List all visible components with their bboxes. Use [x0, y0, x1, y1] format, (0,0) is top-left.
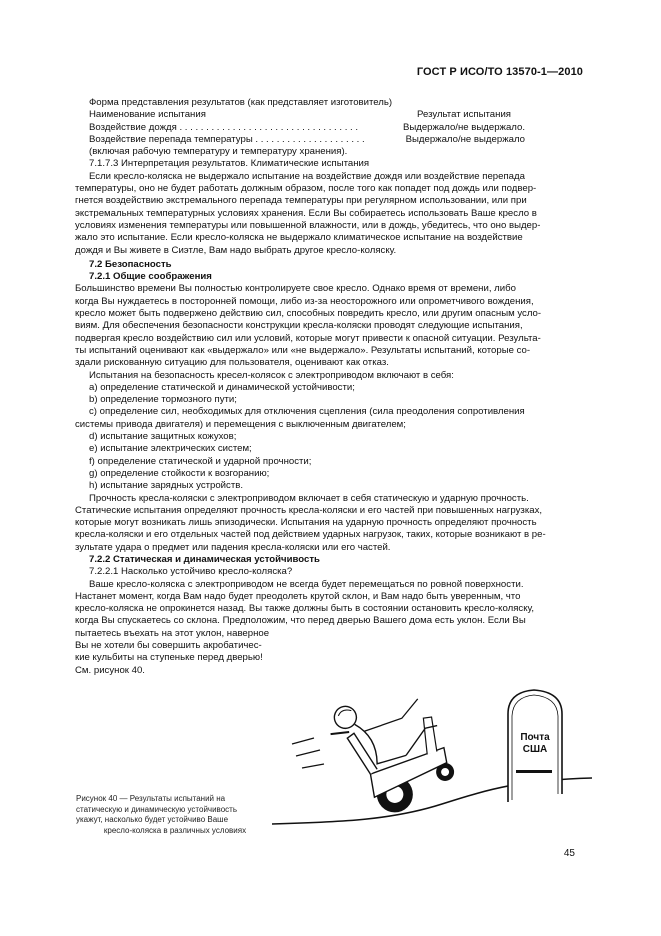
text-line: жало это испытание. Если кресло-коляска не выдержало климатическое испытание на воздействие — [75, 232, 523, 244]
form-row-rain — [75, 122, 525, 134]
text-line: Статические испытания определяют прочность кресла-коляски и его частей при повышенных нагрузках, — [75, 504, 543, 516]
section-722-title: 7.2.2 Статическая и динамическая устойчивость — [89, 553, 320, 565]
text-line: дождя и Вы живете в Сиэтле, Вам надо выбрать другое кресло-коляску. — [75, 244, 397, 256]
list-item: d) испытание защитных кожухов; — [89, 431, 237, 443]
form-row-rain-result: Выдержало/не выдержало. — [402, 121, 525, 133]
list-item: a) определение статической и динамической устойчивости; — [89, 381, 355, 393]
section-7221-title: 7.2.2.1 Насколько устойчиво кресло-коляска? — [89, 566, 293, 578]
text-line: Большинство времени Вы полностью контролируете свое кресло. Однако время от времени, либо — [75, 283, 516, 295]
section-72-title: 7.2 Безопасность — [89, 258, 172, 270]
list-item: g) определение стойкости к возгоранию; — [89, 467, 270, 479]
caption-line: Рисунок 40 — Результаты испытаний на — [76, 794, 226, 803]
wheelchair-figure — [323, 676, 462, 825]
section-7221-paragraph — [75, 579, 583, 628]
form-row-temperature-result: Выдержало/не выдержало — [405, 133, 525, 145]
form-row-temperature — [75, 134, 525, 146]
section-7173-title: 7.1.7.3 Интерпретация результатов. Климатические испытания — [89, 158, 370, 170]
form-title: Форма представления результатов (как представляет изготовитель) — [89, 97, 393, 108]
text-line: См. рисунок 40. — [75, 664, 145, 676]
text-line: Прочность кресла-коляски с электроприводом включает в себя статическую и ударную прочность. — [89, 492, 529, 504]
form-row-temperature-note: (включая рабочую температуру и температуру хранения). — [89, 146, 348, 158]
list-item-continuation: системы привода двигателя) и перемещения с выключенным двигателем; — [75, 418, 406, 430]
form-row-temperature-name: Воздействие перепада температуры — [89, 133, 253, 145]
caption-line: укажут, насколько будет устойчиво Ваше — [76, 815, 229, 825]
person-head — [331, 703, 360, 732]
mailbox-label-line1: Почта — [520, 732, 550, 743]
leader-dots: . . . . . . . . . . . . . . . . . . . . . — [252, 133, 365, 145]
form-column-headers — [75, 109, 511, 121]
text-line: Ваше кресло-коляска с электроприводом не всегда будет перемещаться по ровной поверхности. — [89, 578, 524, 590]
text-line: зультате удара о предмет или падения кресла-коляски или его частей. — [75, 541, 391, 553]
figure-40-illustration — [272, 674, 592, 838]
safety-tests-intro: Испытания на безопасность кресел-колясок с электроприводом включают в себя: — [89, 369, 454, 381]
list-item: e) испытание электрических систем; — [89, 443, 252, 455]
text-line: подвергая кресло воздействию сил или условий, которые могут привести к опасной ситуации. Результа- — [75, 332, 541, 344]
caption-line: статическую и динамическую устойчивость — [76, 804, 237, 814]
mailbox-label-line2: США — [522, 744, 548, 755]
text-line: здали рискованную ситуацию для пользователя, оценивают как отказ. — [75, 357, 389, 369]
form-row-rain-name: Воздействие дождя — [89, 121, 177, 133]
text-line: ты испытаний оценивают как «выдержало» или «не выдержало». Результаты испытаний, которые со- — [75, 344, 531, 356]
section-7221-narrow-text — [75, 628, 275, 677]
text-line: температуры, оно не будет работать должным образом, после того как попадет под дождь или подвер- — [75, 183, 537, 195]
text-line: виям. Для обеспечения безопасности конструкции кресла-коляски проводят следующие испытания, — [75, 320, 523, 332]
section-7173-paragraph — [75, 171, 583, 257]
figure-40-caption — [76, 794, 274, 836]
text-line: пытаетесь въехать на этот уклон, наверное — [75, 627, 270, 639]
text-line: когда Вы спускаетесь со склона. Предположим, что перед дверью Вашего дома есть уклон. Если Вы — [75, 615, 526, 627]
strength-paragraph — [75, 493, 583, 554]
caption-line: кресло-коляска в различных условиях — [103, 825, 247, 835]
list-item: h) испытание зарядных устройств. — [89, 480, 243, 492]
text-line: Вы не хотели бы совершить акробатичес- — [75, 640, 262, 652]
list-item: b) определение тормозного пути; — [89, 394, 237, 406]
list-item: f) определение статической и ударной прочности; — [89, 455, 312, 467]
list-item: c) определение сил, необходимых для отключения сцепления (сила преодоления сопротивления — [89, 406, 525, 418]
text-line: которые могут возникать лишь эпизодически. Испытания на ударную прочность определяют прочность — [75, 517, 537, 529]
standard-header: ГОСТ Р ИСО/ТО 13570-1—2010 — [416, 66, 583, 78]
safety-tests-list — [75, 382, 583, 493]
form-col-result: Результат испытания — [416, 109, 511, 121]
text-line: условиях изменения температуры или повышенной влажности, или в дождь, убедитесь, что оно выдер- — [75, 219, 541, 231]
leader-dots: . . . . . . . . . . . . . . . . . . . . . . . . . . . . . . . . . . — [176, 121, 359, 133]
page-body — [75, 97, 583, 677]
page-number: 45 — [563, 848, 575, 859]
text-line: кресла-коляски и его отдельных частей под действием ударных нагрузок, таких, которые возникают в ре- — [75, 529, 546, 541]
text-line: кие кульбиты на ступеньке перед дверью! — [75, 652, 263, 664]
form-col-name: Наименование испытания — [89, 109, 206, 121]
text-line: кресло может быть подвержено действию сил, способных повредить кресло, или другим опасным усло- — [75, 308, 542, 320]
text-line: экстремальных температурных условиях хранения. Если Вы собираетесь использовать Ваше кресло в — [75, 207, 537, 219]
section-721-title: 7.2.1 Общие соображения — [89, 271, 212, 283]
text-line: Если кресло-коляска не выдержало испытание на воздействие дождя или воздействие перепада — [89, 170, 525, 182]
text-line: Настанет момент, когда Вам надо будет преодолеть крутой склон, и Вам надо быть уверенным, что — [75, 590, 521, 602]
text-line: кресло-коляска не опрокинется назад. Вы также должны быть в состоянии остановить кресло-коляску, — [75, 603, 535, 615]
text-line: гнется воздействию экстремального перепада температуры при регулярном использовании, или при — [75, 195, 527, 207]
section-721-paragraph — [75, 283, 583, 369]
text-line: когда Вы нуждаетесь в посторонней помощи, либо из-за неосторожного или опрометчивого вождения, — [75, 295, 534, 307]
mailbox — [508, 690, 562, 802]
